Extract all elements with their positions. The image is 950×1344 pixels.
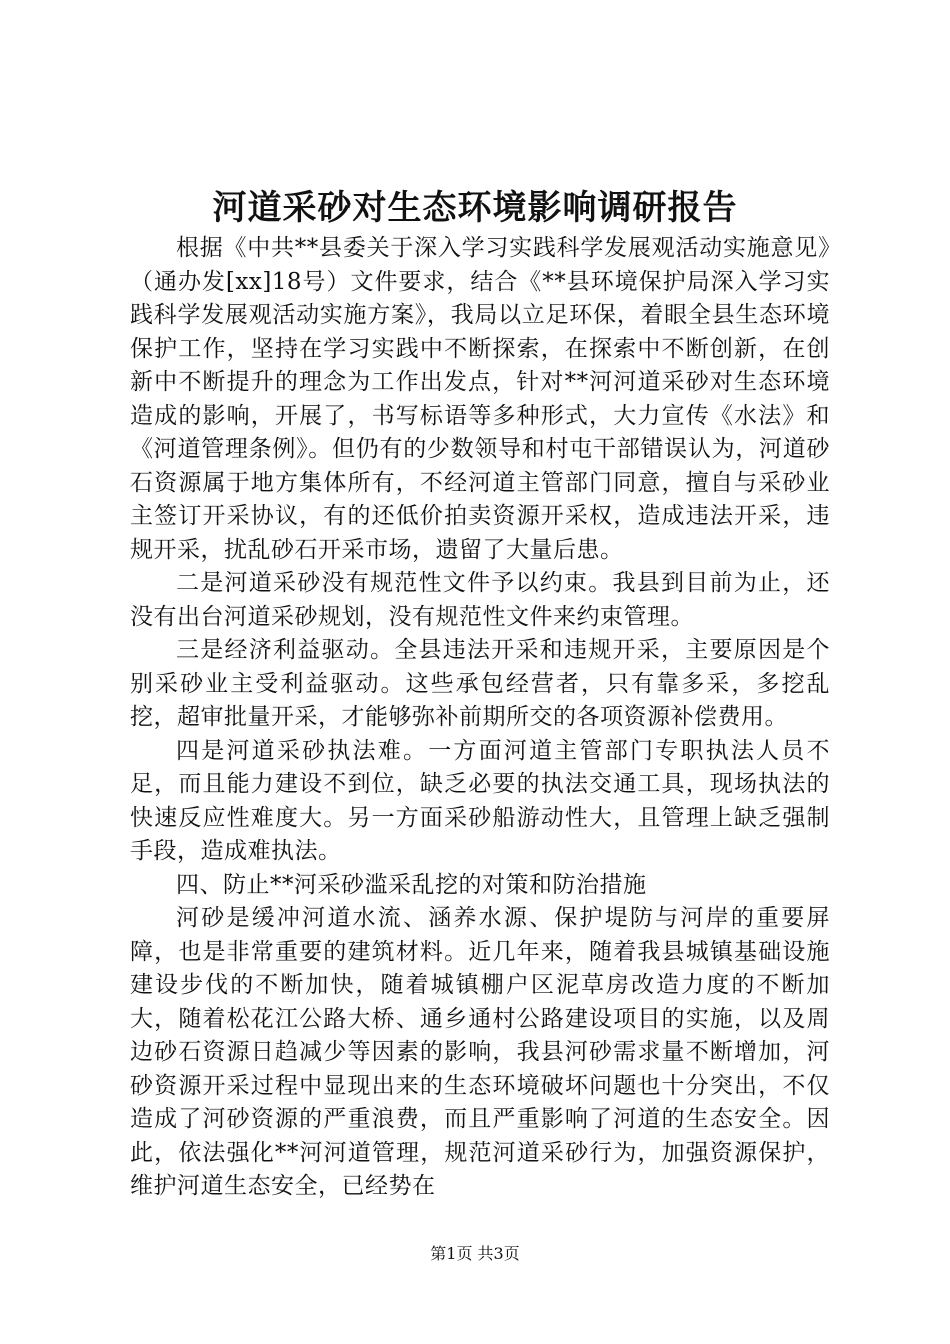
- page-footer: 第1页 共3页: [430, 1244, 520, 1263]
- paragraph-point-two: 二是河道采砂没有规范性文件予以约束。我县到目前为止，还没有出台河道采砂规划，没有规范性文件来约束管理。: [130, 570, 830, 630]
- document-title: 河道采砂对生态环境影响调研报告: [212, 188, 738, 228]
- paragraph-point-three: 三是经济利益驱动。全县违法开采和违规开采，主要原因是个别采砂业主受利益驱动。这些承包经营者，只有靠多采，多挖乱挖，超审批量开采，才能够弥补前期所交的各项资源补偿费用。: [130, 637, 830, 730]
- paragraph-river-sand: 河砂是缓冲河道水流、涵养水源、保护堤防与河岸的重要屏障，也是非常重要的建筑材料。近几年来，随着我县城镇基础设施建设步伐的不断加快，随着城镇棚户区泥草房改造力度的不断加大，随着松花江公路大桥、通乡通村公路建设项目的实施，以及周边砂石资源日趋减少等因素的影响，我县河砂需求量不断增加，河砂资源开采过程中显现出来的生态环境破坏问题也十分突出，不仅造成了河砂资源的严重浪费，而且严重影响了河道的生态安全。因此，依法强化**河河道管理，规范河道采砂行为，加强资源保护，维护河道生态安全，已经势在: [130, 905, 830, 1199]
- document-body: [130, 232, 830, 1204]
- paragraph-point-four: 四是河道采砂执法难。一方面河道主管部门专职执法人员不足，而且能力建设不到位，缺乏必要的执法交通工具，现场执法的快速反应性难度大。另一方面采砂船游动性大，且管理上缺乏强制手段，造成难执法。: [130, 737, 830, 864]
- section-heading-countermeasures: 四、防止**河采砂滥采乱挖的对策和防治措施: [176, 871, 647, 898]
- paragraph-intro: 根据《中共**县委关于深入学习实践科学发展观活动实施意见》（通办发[xx]18号）文件要求，结合《**县环境保护局深入学习实践科学发展观活动实施方案》，我局以立足环保，着眼全县生态环境保护工作，坚持在学习实践中不断探索，在探索中不断创新，在创新中不断提升的理念为工作出发点，针对**河河道采砂对生态环境造成的影响，开展了，书写标语等多种形式，大力宣传《水法》和《河道管理条例》。但仍有的少数领导和村屯干部错误认为，河道砂石资源属于地方集体所有，不经河道主管部门同意，擅自与采砂业主签订开采协议，有的还低价拍卖资源开采权，造成违法开采，违规开采，扰乱砂石开采市场，遗留了大量后患。: [130, 235, 830, 563]
